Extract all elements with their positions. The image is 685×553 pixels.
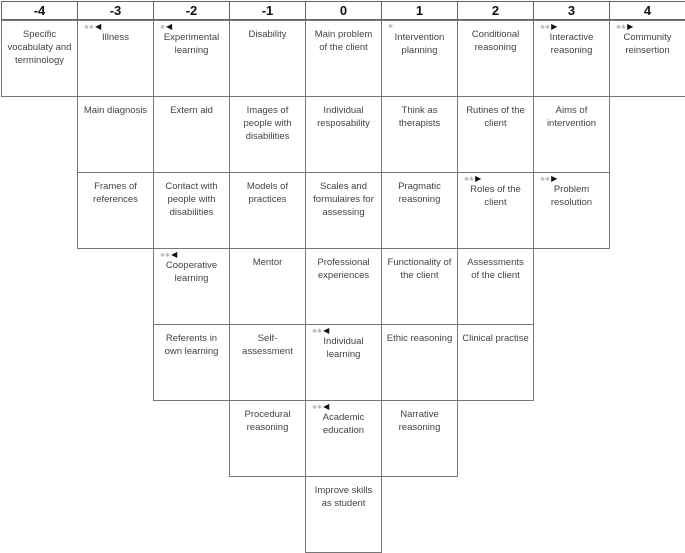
statement-card xyxy=(457,172,534,249)
statement-label: Specific vocabulaty and terminology xyxy=(7,29,72,66)
statement-label: Contact with people with disabilities xyxy=(165,181,218,218)
statement-label: Referents in own learning xyxy=(164,333,219,357)
column-header-score: 0 xyxy=(305,1,381,20)
significance-marker-icon: ✱✱▶ xyxy=(464,174,482,183)
statement-card xyxy=(77,96,154,173)
statement-card xyxy=(305,400,382,477)
statement-label: Cooperative learning xyxy=(165,260,218,284)
significance-marker-icon: ✱✱▶ xyxy=(540,174,558,183)
statement-card xyxy=(533,20,610,97)
statement-card xyxy=(609,20,685,97)
statement-card xyxy=(229,172,306,249)
column-header-score: 4 xyxy=(609,1,685,20)
statement-label: Scales and formulaires for assessing xyxy=(313,181,374,218)
statement-card xyxy=(305,324,382,401)
column-header-score: 2 xyxy=(457,1,533,20)
statement-card xyxy=(533,96,610,173)
statement-card xyxy=(229,20,306,97)
statement-card xyxy=(229,400,306,477)
statement-label: Main diagnosis xyxy=(83,105,148,116)
statement-card xyxy=(533,172,610,249)
statement-card xyxy=(229,96,306,173)
statement-card xyxy=(457,96,534,173)
statement-label: Illness xyxy=(102,32,129,43)
statement-label: Narrative reasoning xyxy=(398,409,441,433)
statement-label: Mentor xyxy=(252,257,283,268)
significance-marker-icon: ✱◀ xyxy=(160,22,173,31)
significance-marker-icon: ✱✱◀ xyxy=(312,402,330,411)
statement-card xyxy=(305,248,382,325)
statement-card xyxy=(153,324,230,401)
statement-card xyxy=(77,172,154,249)
statement-card xyxy=(381,324,458,401)
statement-label: Frames of references xyxy=(93,181,138,205)
column-header-score: -1 xyxy=(229,1,305,20)
column-header-score: -4 xyxy=(1,1,77,20)
statement-label: Community reinsertion xyxy=(623,32,672,56)
statement-card xyxy=(457,248,534,325)
significance-marker-icon: ✱✱◀ xyxy=(84,22,102,31)
statement-label: Functionality of the client xyxy=(387,257,452,281)
column-header-score: -3 xyxy=(77,1,153,20)
statement-card xyxy=(381,400,458,477)
column-header-score: 1 xyxy=(381,1,457,20)
significance-marker-icon: ✱✱▶ xyxy=(616,22,634,31)
statement-label: Academic education xyxy=(322,412,365,436)
statement-label: Images of people with disabilities xyxy=(243,105,292,142)
statement-label: Aims of intervention xyxy=(546,105,597,129)
statement-label: Self-assessment xyxy=(242,333,293,357)
statement-label: Main problem of the client xyxy=(314,29,373,53)
statement-label: Pragmatic reasoning xyxy=(398,181,441,205)
statement-card xyxy=(381,20,458,97)
column-header-score: -2 xyxy=(153,1,229,20)
statement-card xyxy=(305,96,382,173)
statement-card xyxy=(229,248,306,325)
statement-label: Professional experiences xyxy=(317,257,370,281)
statement-label: Roles of the client xyxy=(470,184,521,208)
statement-label: Assessments of the client xyxy=(467,257,524,281)
statement-label: Interactive reasoning xyxy=(549,32,594,56)
statement-label: Individual learning xyxy=(323,336,364,360)
statement-card xyxy=(77,20,154,97)
statement-card xyxy=(153,172,230,249)
statement-card xyxy=(153,248,230,325)
statement-card xyxy=(1,20,78,97)
statement-card xyxy=(305,20,382,97)
statement-label: Problem resolution xyxy=(550,184,593,208)
statement-label: Ethic reasoning xyxy=(386,333,453,344)
statement-label: Models of practices xyxy=(246,181,289,205)
statement-label: Individual resposability xyxy=(317,105,370,129)
significance-marker-icon: ✱✱◀ xyxy=(160,250,178,259)
statement-card xyxy=(381,248,458,325)
statement-label: Experimental learning xyxy=(163,32,220,56)
statement-card xyxy=(153,20,230,97)
statement-label: Rutines of the client xyxy=(466,105,525,129)
statement-card xyxy=(305,476,382,553)
statement-label: Conditional reasoning xyxy=(471,29,520,53)
statement-label: Extern aid xyxy=(170,105,213,116)
significance-marker-icon: ✱✱◀ xyxy=(312,326,330,335)
statement-label: Think as therapists xyxy=(398,105,441,129)
statement-label: Procedural reasoning xyxy=(244,409,291,433)
statement-label: Disability xyxy=(248,29,287,40)
statement-card xyxy=(229,324,306,401)
statement-card xyxy=(381,172,458,249)
statement-label: Clinical practise xyxy=(462,333,529,344)
statement-card xyxy=(381,96,458,173)
statement-card xyxy=(457,324,534,401)
significance-marker-icon: ✱ xyxy=(388,24,394,30)
statement-card xyxy=(305,172,382,249)
significance-marker-icon: ✱✱▶ xyxy=(540,22,558,31)
statement-card xyxy=(457,20,534,97)
statement-label: Intervention planning xyxy=(394,32,445,56)
statement-card xyxy=(153,96,230,173)
column-header-score: 3 xyxy=(533,1,609,20)
statement-label: Improve skills as student xyxy=(314,485,373,509)
